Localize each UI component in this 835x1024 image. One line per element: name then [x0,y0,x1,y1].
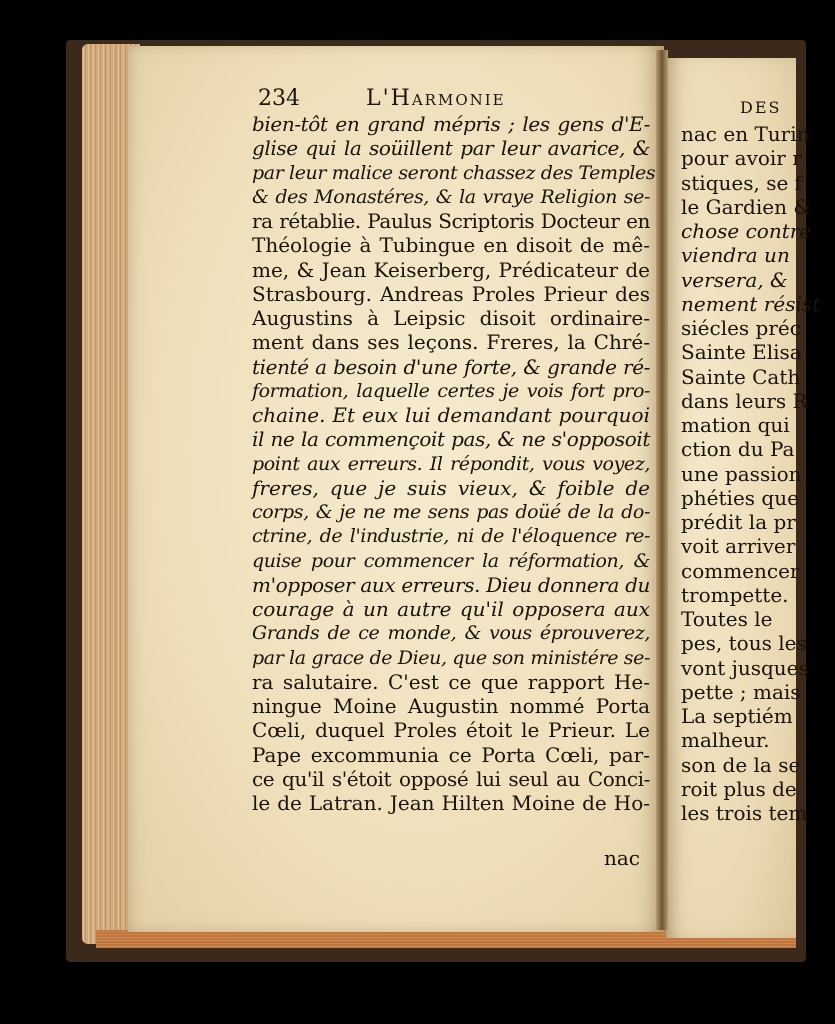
text-line: le de Latran. Jean Hilten Moine de Ho- [252,791,650,815]
text-line: courage à un autre qu'il opposera aux [252,597,650,621]
text-line: il ne la commençoit pas, & ne s'opposoit [252,427,650,452]
text-line: Pape excommunia ce Porta Cœli, par- [252,742,650,767]
text-line: quise pour commencer la réformation, & [252,549,650,572]
text-line: ment dans ses leçons. Freres, la Chré- [252,330,650,355]
text-line: son de la se [681,752,801,777]
text-line: Cœli, duquel Proles étoit le Prieur. Le [252,718,650,743]
text-line: ctrine, de l'industrie, ni de l'éloquence re- [252,525,650,548]
text-line: par la grace de Dieu, que son ministére se- [252,646,650,669]
text-line: voit arriver [681,534,796,559]
page-number: 234 [258,86,300,111]
text-line: freres, que je suis vieux, & foible de [252,475,650,500]
text-line: La septiém [681,704,793,728]
text-line: Sainte Cath [681,364,801,389]
text-line: roit plus de [681,776,797,801]
text-line: mation qui [681,413,790,437]
text-line: chaine. Et eux lui demandant pourquoi [252,403,650,427]
text-line: formation, laquelle certes je vois fort pro- [252,379,650,402]
text-line: siécles préc [681,316,801,340]
text-line: Augustins à Leipsic disoit ordinaire- [252,306,650,330]
text-line: par leur malice seront chassez des Temples [252,161,656,184]
text-line: chose contre [681,219,812,243]
text-line: me, & Jean Keiserberg, Prédicateur de [252,257,650,282]
text-line: commencer [681,558,800,583]
text-line: point aux erreurs. Il répondit, vous voyez, [252,452,650,475]
text-line: corps, & je ne me sens pas doüé de la do- [252,501,650,523]
text-line: ction du Pa [681,437,795,462]
right-page-text [681,122,821,825]
text-line: phéties que [681,485,799,510]
text-line: stiques, se f [681,170,803,195]
text-line: Théologie à Tubingue en disoit de mê- [252,233,650,258]
text-line: Toutes le [681,607,773,631]
text-line: ce qu'il s'étoit opposé lui seul au Conci- [252,766,650,791]
text-line: tienté a besoin d'une forte, & grande ré- [252,354,650,379]
text-line: & des Monastéres, & la vraye Religion se- [252,185,650,208]
right-page-header: DES [740,98,782,117]
text-line: versera, & [681,267,788,292]
text-line: viendra un [681,243,790,268]
text-line: Grands de ce monde, & vous éprouverez, [252,622,650,645]
text-line: une passion [681,461,802,486]
book-gutter [656,50,668,930]
text-line: m'opposer aux erreurs. Dieu donnera du [252,572,650,597]
text-line: nac en Turin [681,122,810,146]
text-line: Sainte Elisa [681,340,802,365]
text-line: pour avoir r [681,146,802,171]
text-line: vont jusques [681,655,809,680]
text-line: bien-tôt en grand mépris ; les gens d'E- [252,112,650,136]
text-line: dans leurs R [681,388,808,413]
text-line: prédit la pr [681,510,796,534]
text-line: glise qui la soüillent par leur avarice, & [252,136,650,161]
text-line: ningue Moine Augustin nommé Porta [252,694,650,718]
running-title: L'Harmonie [366,86,506,111]
text-line: le Gardien & [681,194,812,219]
text-line: Strasbourg. Andreas Proles Prieur des [252,281,650,306]
text-line: malheur. [681,728,770,753]
text-line: pes, tous les [681,631,807,656]
left-page-text [252,112,656,815]
text-line: trompette. [681,582,789,607]
text-line: nement résist [681,291,821,316]
text-line: ra rétablie. Paulus Scriptoris Docteur en [252,209,650,233]
text-line: pette ; mais [681,679,801,704]
text-line: ra salutaire. C'est ce que rapport He- [252,669,650,694]
catchword: nac [604,846,641,870]
left-page-header [258,86,658,112]
text-line: les trois tem [681,801,808,825]
